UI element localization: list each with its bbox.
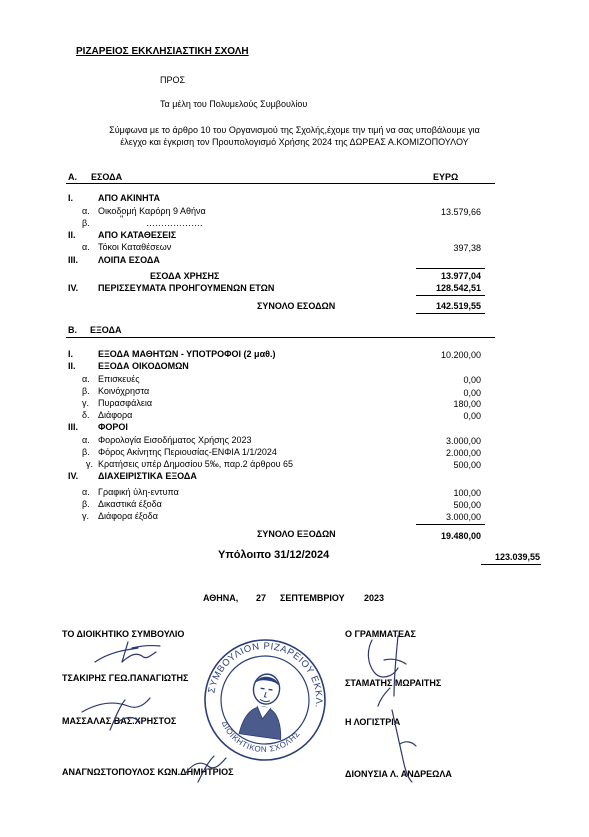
income-s2-a-letter: α. bbox=[82, 242, 90, 252]
date-year: 2023 bbox=[364, 593, 385, 603]
income-s1-a-letter: α. bbox=[82, 206, 90, 216]
income-year-label: ΕΣΟΔΑ ΧΡΗΣΗΣ bbox=[150, 271, 220, 281]
income-s2-a-label: Τόκοι Καταθέσεων bbox=[98, 242, 172, 252]
expenses-s4-b-value: 500,00 bbox=[453, 500, 481, 510]
income-letter: Α. bbox=[68, 172, 77, 182]
expenses-s2-num: ΙΙ. bbox=[68, 361, 76, 371]
secretary-name: ΣΤΑΜΑΤΗΣ ΜΩΡΑΙΤΗΣ bbox=[345, 678, 442, 688]
date-city: ΑΘΗΝΑ, bbox=[203, 593, 239, 603]
expenses-s3-c-value: 500,00 bbox=[453, 460, 481, 470]
income-total-label: ΣΥΝΟΛΟ ΕΣΟΔΩΝ bbox=[257, 301, 336, 311]
income-total-value: 142.519,55 bbox=[435, 301, 481, 311]
stamp-ring-bottom: ΔΙΟΙΚΗΤΙΚΟΝ ΣΧΟΛΗΣ bbox=[219, 719, 302, 754]
board-member-3: ΑΝΑΓΝΩΣΤΟΠΟΥΛΟΣ ΚΩΝ.ΔΗΜΗΤΡΙΟΣ bbox=[62, 767, 234, 777]
expenses-s2-d-value: 0,00 bbox=[463, 411, 481, 421]
expenses-s3-c-label: Κρατήσεις υπέρ Δημοσίου 5‰, παρ.2 άρθρου 65 bbox=[98, 459, 294, 469]
expenses-s4-num: ΙV. bbox=[68, 471, 79, 481]
expenses-s4-c-value: 3.000,00 bbox=[445, 512, 481, 522]
expenses-s1-num: Ι. bbox=[68, 349, 74, 359]
expenses-s2-a-value: 0,00 bbox=[463, 375, 481, 385]
currency-header: ΕΥΡΩ bbox=[433, 172, 459, 182]
expenses-s3-a-value: 3.000,00 bbox=[445, 436, 481, 446]
date-month: ΣΕΠΤΕΜΒΡΙΟΥ bbox=[280, 593, 345, 603]
accountant-title: Η ΛΟΓΙΣΤΡΙΑ bbox=[345, 717, 401, 727]
expenses-s4-b-label: Δικαστικά έξοδα bbox=[98, 499, 162, 509]
income-s2-a-value: 397,38 bbox=[453, 243, 481, 253]
expenses-title: ΕΞΟΔΑ bbox=[90, 325, 122, 335]
svg-text:ΣΥΜΒΟΥΛΙΟΝ ΡΙΖΑΡΕΙΟΥ ΕΚΚΛ. bbox=[206, 637, 330, 709]
income-title: ΕΣΟΔΑ bbox=[91, 172, 123, 182]
expenses-s2-a-letter: α. bbox=[82, 374, 90, 384]
board-seal-stamp bbox=[200, 637, 330, 763]
expenses-s3-a-letter: α. bbox=[82, 435, 90, 445]
board-member-2: ΜΑΣΣΑΛΑΣ ΒΑΣ.ΧΡΗΣΤΟΣ bbox=[62, 716, 177, 726]
income-s1-b-dots: ………………. bbox=[146, 218, 203, 228]
income-s1-b-letter: β. bbox=[82, 218, 90, 228]
income-s3-num: ΙΙΙ. bbox=[68, 255, 79, 265]
signature-scribble-1 bbox=[95, 642, 160, 662]
expenses-s2-c-letter: γ. bbox=[82, 398, 90, 408]
expenses-s4-a-value: 100,00 bbox=[453, 488, 481, 498]
expenses-s2-d-label: Διάφορα bbox=[98, 410, 133, 420]
expenses-s3-b-label: Φόρος Ακίνητης Περιουσίας-ΕΝΦΙΑ 1/1/2024 bbox=[98, 447, 277, 457]
income-s4-value: 128.542,51 bbox=[435, 283, 481, 293]
expenses-s3-title: ΦΟΡΟΙ bbox=[98, 422, 128, 432]
expenses-s3-num: ΙΙΙ. bbox=[68, 422, 79, 432]
board-member-1: ΤΣΑΚΙΡΗΣ ΓΕΩ.ΠΑΝΑΓΙΩΤΗΣ bbox=[62, 673, 189, 683]
expenses-s2-d-letter: δ. bbox=[82, 410, 90, 420]
balance-value: 123.039,55 bbox=[494, 552, 540, 562]
expenses-s4-c-letter: γ. bbox=[82, 511, 90, 521]
signature-scribble-4 bbox=[368, 636, 406, 706]
stamp-ring-top: ΣΥΜΒΟΥΛΙΟΝ ΡΙΖΑΡΕΙΟΥ ΕΚΚΛ. bbox=[206, 640, 325, 709]
expenses-s4-a-letter: α. bbox=[82, 487, 90, 497]
balance-label: Υπόλοιπο 31/12/2024 bbox=[218, 549, 330, 561]
expenses-s4-a-label: Γραφική ύλη-εντυπα bbox=[98, 487, 179, 497]
secretary-title: Ο ΓΡΑΜΜΑΤΕΑΣ bbox=[345, 629, 416, 639]
expenses-s2-b-letter: β. bbox=[82, 386, 90, 396]
income-year-value: 13.977,04 bbox=[440, 271, 481, 281]
expenses-s2-a-label: Επισκευές bbox=[98, 374, 140, 384]
expenses-s2-c-label: Πυρασφάλεια bbox=[98, 398, 153, 408]
expenses-s3-b-letter: β. bbox=[82, 447, 90, 457]
income-s1-a-value: 13.579,66 bbox=[440, 207, 481, 217]
to-label: ΠΡΟΣ bbox=[160, 75, 186, 85]
income-s2-title: ΑΠΟ ΚΑΤΑΘΕΣΕΙΣ bbox=[98, 230, 177, 240]
income-s4-num: ΙV. bbox=[68, 283, 79, 293]
accountant-name: ΔΙΟΝΥΣΙΑ Λ. ΑΝΔΡΕΩΛΑ bbox=[345, 769, 452, 779]
expenses-s4-title: ΔΙΑΧΕΙΡΙΣΤΙΚΑ ΕΞΟΔΑ bbox=[98, 471, 197, 481]
date-day: 27 bbox=[256, 593, 267, 603]
expenses-s1-title: ΕΞΟΔΑ ΜΑΘΗΤΩΝ - ΥΠΟΤΡΟΦΟΙ (2 μαθ.) bbox=[98, 349, 276, 359]
expenses-s2-b-label: Κοινόχρηστα bbox=[98, 386, 150, 396]
income-s1-b-ditto: " bbox=[120, 214, 124, 224]
signature-scribble-2 bbox=[82, 698, 150, 730]
expenses-s4-c-label: Διάφορα έξοδα bbox=[98, 511, 158, 521]
recipients: Τα μέλη του Πολυμελούς Συμβουλίου bbox=[160, 99, 308, 109]
board-title: ΤΟ ΔΙΟΙΚΗΤΙΚΟ ΣΥΜΒΟΥΛΙΟ bbox=[62, 629, 185, 639]
income-s4-title: ΠΕΡΙΣΣΕΥΜΑΤΑ ΠΡΟΗΓΟΥΜΕΝΩΝ ΕΤΩΝ bbox=[98, 283, 275, 293]
income-s1-num: Ι. bbox=[68, 193, 74, 203]
expenses-total-value: 19.480,00 bbox=[440, 531, 481, 541]
signature-scribble-5 bbox=[392, 710, 416, 782]
expenses-s3-b-value: 2.000,00 bbox=[445, 448, 481, 458]
stamp-portrait-icon bbox=[239, 671, 289, 739]
expenses-s3-c-letter: γ. bbox=[86, 459, 94, 469]
intro-line-2: έλεγχο και έγκριση τον Προυπολογισμό Χρήσης 2024 της ΔΩΡΕΑΣ Α.ΚΟΜΙΖΟΠΟΥΛΟΥ bbox=[120, 137, 469, 147]
school-title: ΡΙΖΑΡΕΙΟΣ ΕΚΚΛΗΣΙΑΣΤΙΚΗ ΣΧΟΛΗ bbox=[76, 46, 249, 57]
income-s2-num: ΙΙ. bbox=[68, 230, 76, 240]
income-s1-title: ΑΠΟ ΑΚΙΝΗΤΑ bbox=[98, 193, 160, 203]
expenses-letter: Β. bbox=[68, 325, 77, 335]
expenses-s3-a-label: Φορολογία Εισοδήματος Χρήσης 2023 bbox=[98, 435, 252, 445]
expenses-s2-c-value: 180,00 bbox=[453, 399, 481, 409]
income-s3-title: ΛΟΙΠΑ ΕΣΟΔΑ bbox=[98, 255, 160, 265]
intro-line-1: Σύμφωνα με το άρθρο 10 του Οργανισμού της Σχολής,έχομε την τιμή να σας υποβάλουμε για bbox=[109, 125, 480, 135]
expenses-s1-value: 10.200,00 bbox=[440, 350, 481, 360]
expenses-s4-b-letter: β. bbox=[82, 499, 90, 509]
expenses-s2-b-value: 0,00 bbox=[463, 388, 481, 398]
expenses-total-label: ΣΥΝΟΛΟ ΕΞΟΔΩΝ bbox=[257, 529, 336, 539]
income-s1-a-label: Οικοδομή Καρόρη 9 Αθήνα bbox=[98, 206, 206, 216]
expenses-s2-title: ΕΞΟΔΑ ΟΙΚΟΔΟΜΩΝ bbox=[98, 361, 189, 371]
